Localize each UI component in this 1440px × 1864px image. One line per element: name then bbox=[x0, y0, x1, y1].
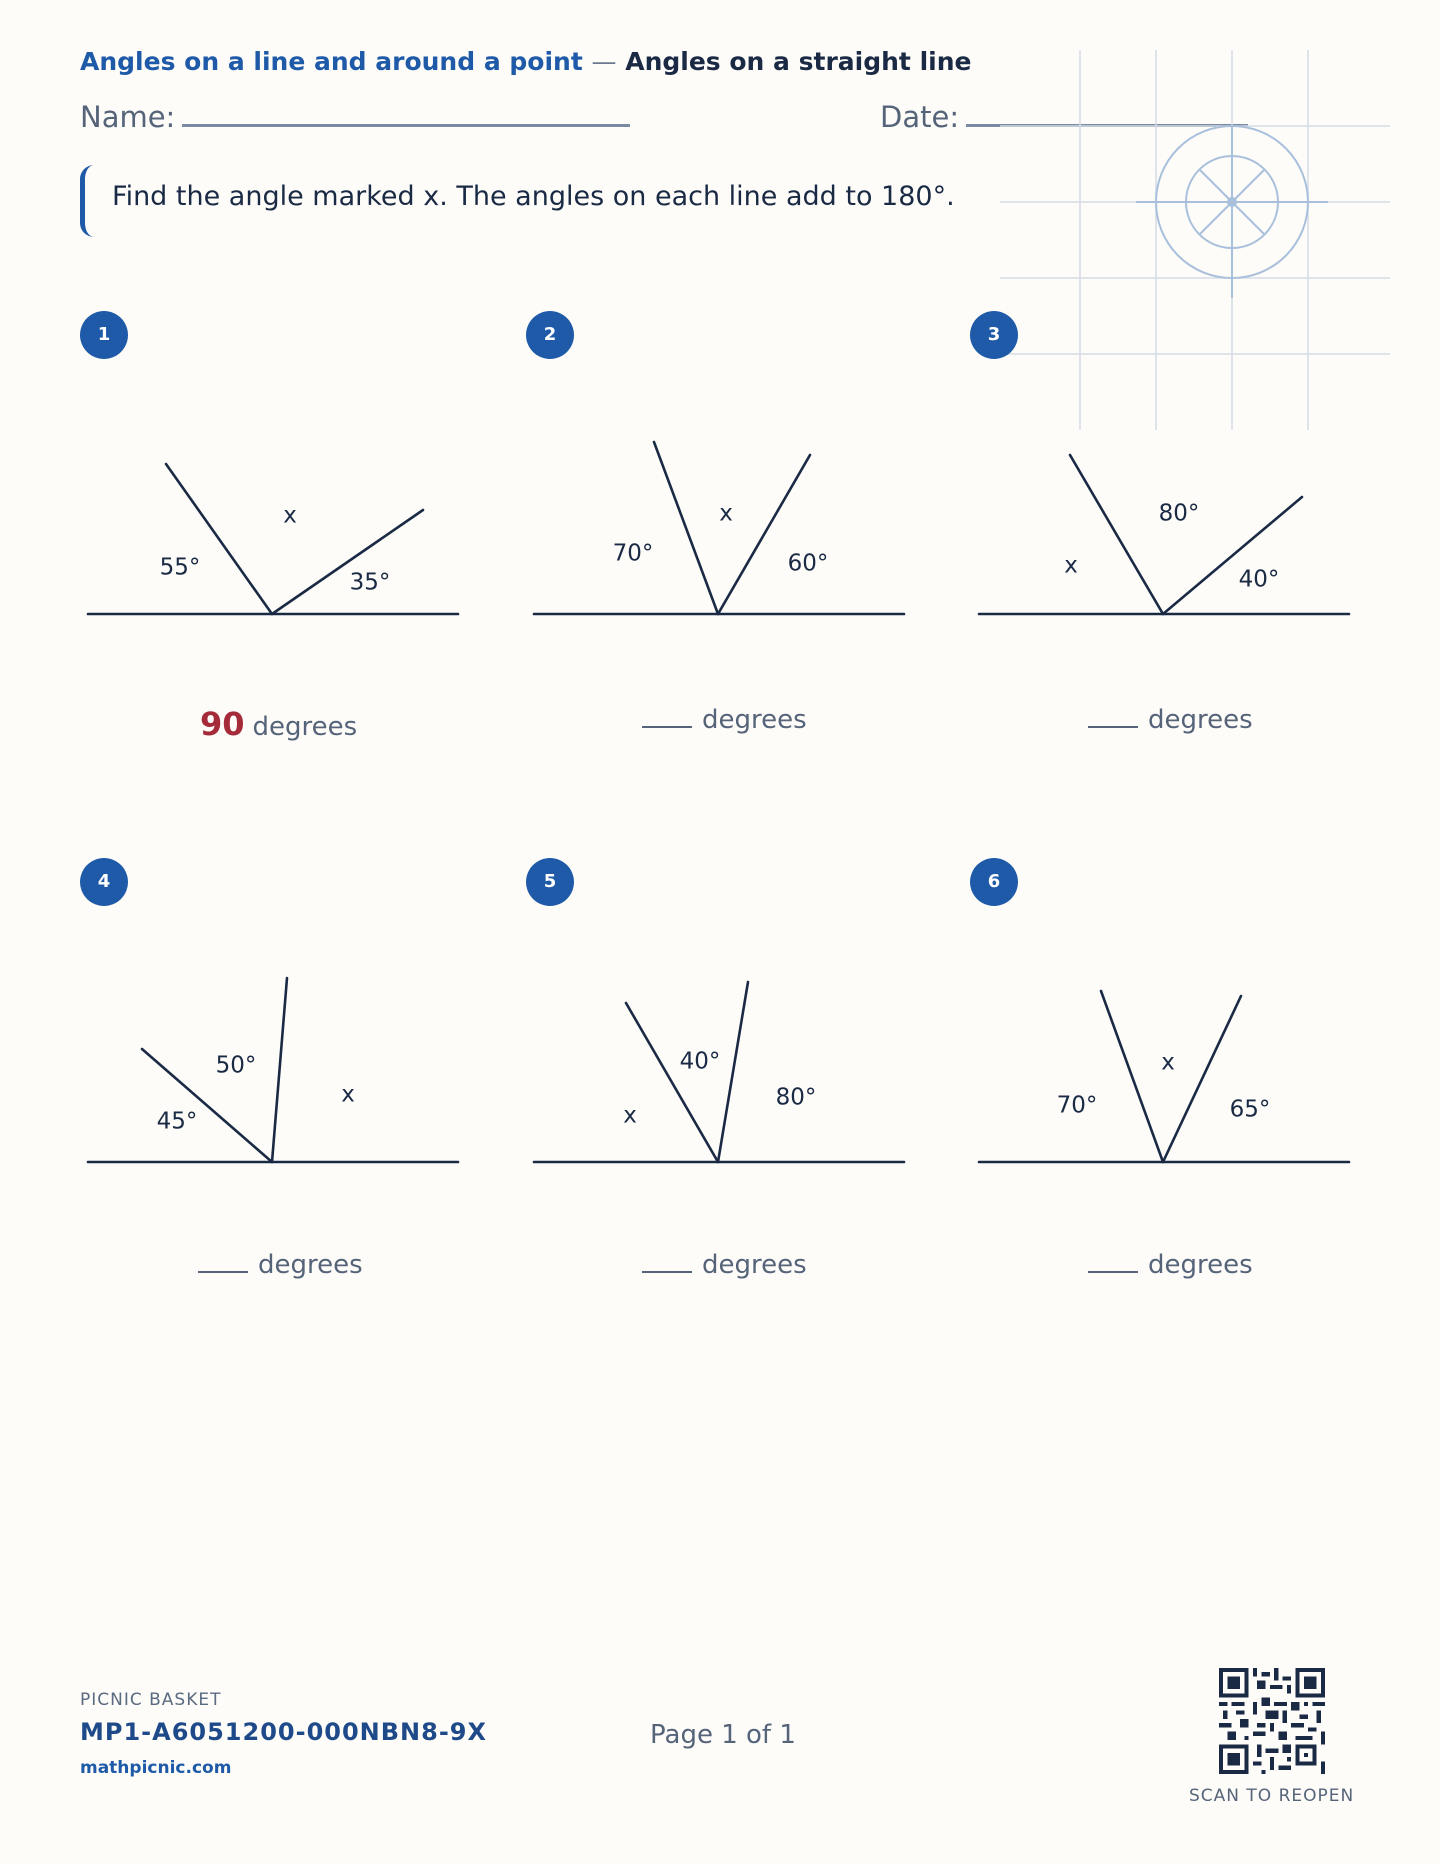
ray bbox=[654, 442, 718, 614]
problem-3-badge: 3 bbox=[970, 311, 1018, 359]
unit-label: degrees bbox=[1148, 705, 1253, 735]
title-separator: — bbox=[591, 47, 617, 76]
angle-label: 55° bbox=[159, 554, 201, 581]
angle-label: 50° bbox=[215, 1052, 257, 1079]
angle-label: 70° bbox=[612, 540, 654, 567]
answer-blank[interactable] bbox=[198, 1270, 248, 1273]
unit-label: degrees bbox=[258, 1250, 363, 1280]
ray bbox=[272, 978, 287, 1162]
problem-4-diagram bbox=[84, 966, 484, 1186]
angle-label: x bbox=[1161, 1049, 1175, 1076]
qr-label: SCAN TO REOPEN bbox=[1189, 1786, 1355, 1806]
worksheet-code: MP1-A6051200-000NBN8-9X bbox=[80, 1718, 487, 1746]
problem-4-badge: 4 bbox=[80, 858, 128, 906]
problem-1-diagram bbox=[84, 420, 484, 640]
problem-2-diagram bbox=[530, 420, 930, 640]
problem-6-badge: 6 bbox=[970, 858, 1018, 906]
worksheet-title bbox=[80, 47, 971, 76]
ray bbox=[1101, 991, 1163, 1162]
answer-blank[interactable] bbox=[642, 1270, 692, 1273]
ray bbox=[718, 982, 748, 1162]
problem-5-diagram bbox=[530, 966, 930, 1186]
angle-label: x bbox=[341, 1081, 355, 1108]
subtopic-title: Angles on a straight line bbox=[625, 47, 972, 76]
angle-label: x bbox=[719, 500, 733, 527]
page-number: Page 1 of 1 bbox=[650, 1720, 796, 1750]
protractor-watermark-icon bbox=[1000, 50, 1390, 430]
angle-label: x bbox=[283, 502, 297, 529]
angle-label: 35° bbox=[349, 569, 391, 596]
ray bbox=[718, 455, 810, 614]
problem-5-answer bbox=[642, 1250, 807, 1280]
topic-title: Angles on a line and around a point bbox=[80, 47, 583, 76]
angle-label: 80° bbox=[1158, 500, 1200, 527]
angle-label: x bbox=[1064, 552, 1078, 579]
angle-label: x bbox=[623, 1102, 637, 1129]
problem-2-badge: 2 bbox=[526, 311, 574, 359]
problem-3-diagram bbox=[975, 420, 1375, 640]
problem-1-answer bbox=[200, 705, 357, 743]
problem-6-diagram bbox=[975, 966, 1375, 1186]
ray bbox=[1070, 455, 1163, 614]
instruction-bracket bbox=[80, 165, 94, 237]
unit-label: degrees bbox=[252, 712, 358, 742]
name-label: Name: bbox=[80, 100, 176, 134]
problem-4-answer bbox=[198, 1250, 363, 1280]
angle-label: 70° bbox=[1056, 1092, 1098, 1119]
answer-blank[interactable] bbox=[1088, 1270, 1138, 1273]
unit-label: degrees bbox=[702, 1250, 807, 1280]
qr-code-icon[interactable] bbox=[1219, 1668, 1325, 1774]
answer-blank[interactable] bbox=[642, 725, 692, 728]
instruction-text: Find the angle marked x. The angles on each line add to 180°. bbox=[112, 181, 955, 212]
angle-label: 40° bbox=[1238, 566, 1280, 593]
site-link[interactable]: mathpicnic.com bbox=[80, 1758, 232, 1778]
angle-label: 80° bbox=[775, 1084, 817, 1111]
angle-label: 45° bbox=[156, 1108, 198, 1135]
unit-label: degrees bbox=[1148, 1250, 1253, 1280]
angle-label: 65° bbox=[1229, 1096, 1271, 1123]
instruction-box bbox=[80, 165, 980, 237]
problem-6-answer bbox=[1088, 1250, 1253, 1280]
problem-3-answer bbox=[1088, 705, 1253, 735]
name-field[interactable] bbox=[182, 124, 630, 127]
unit-label: degrees bbox=[702, 705, 807, 735]
ray bbox=[626, 1003, 718, 1162]
answer-blank[interactable] bbox=[1088, 725, 1138, 728]
problem-5-badge: 5 bbox=[526, 858, 574, 906]
problem-1-badge: 1 bbox=[80, 311, 128, 359]
ray bbox=[166, 464, 272, 614]
date-label: Date: bbox=[880, 100, 960, 134]
footer-brand: PICNIC BASKET bbox=[80, 1690, 222, 1710]
problem-2-answer bbox=[642, 705, 807, 735]
answer-value[interactable]: 90 bbox=[200, 705, 245, 743]
ray bbox=[1163, 996, 1241, 1162]
angle-label: 40° bbox=[679, 1048, 721, 1075]
angle-label: 60° bbox=[787, 550, 829, 577]
